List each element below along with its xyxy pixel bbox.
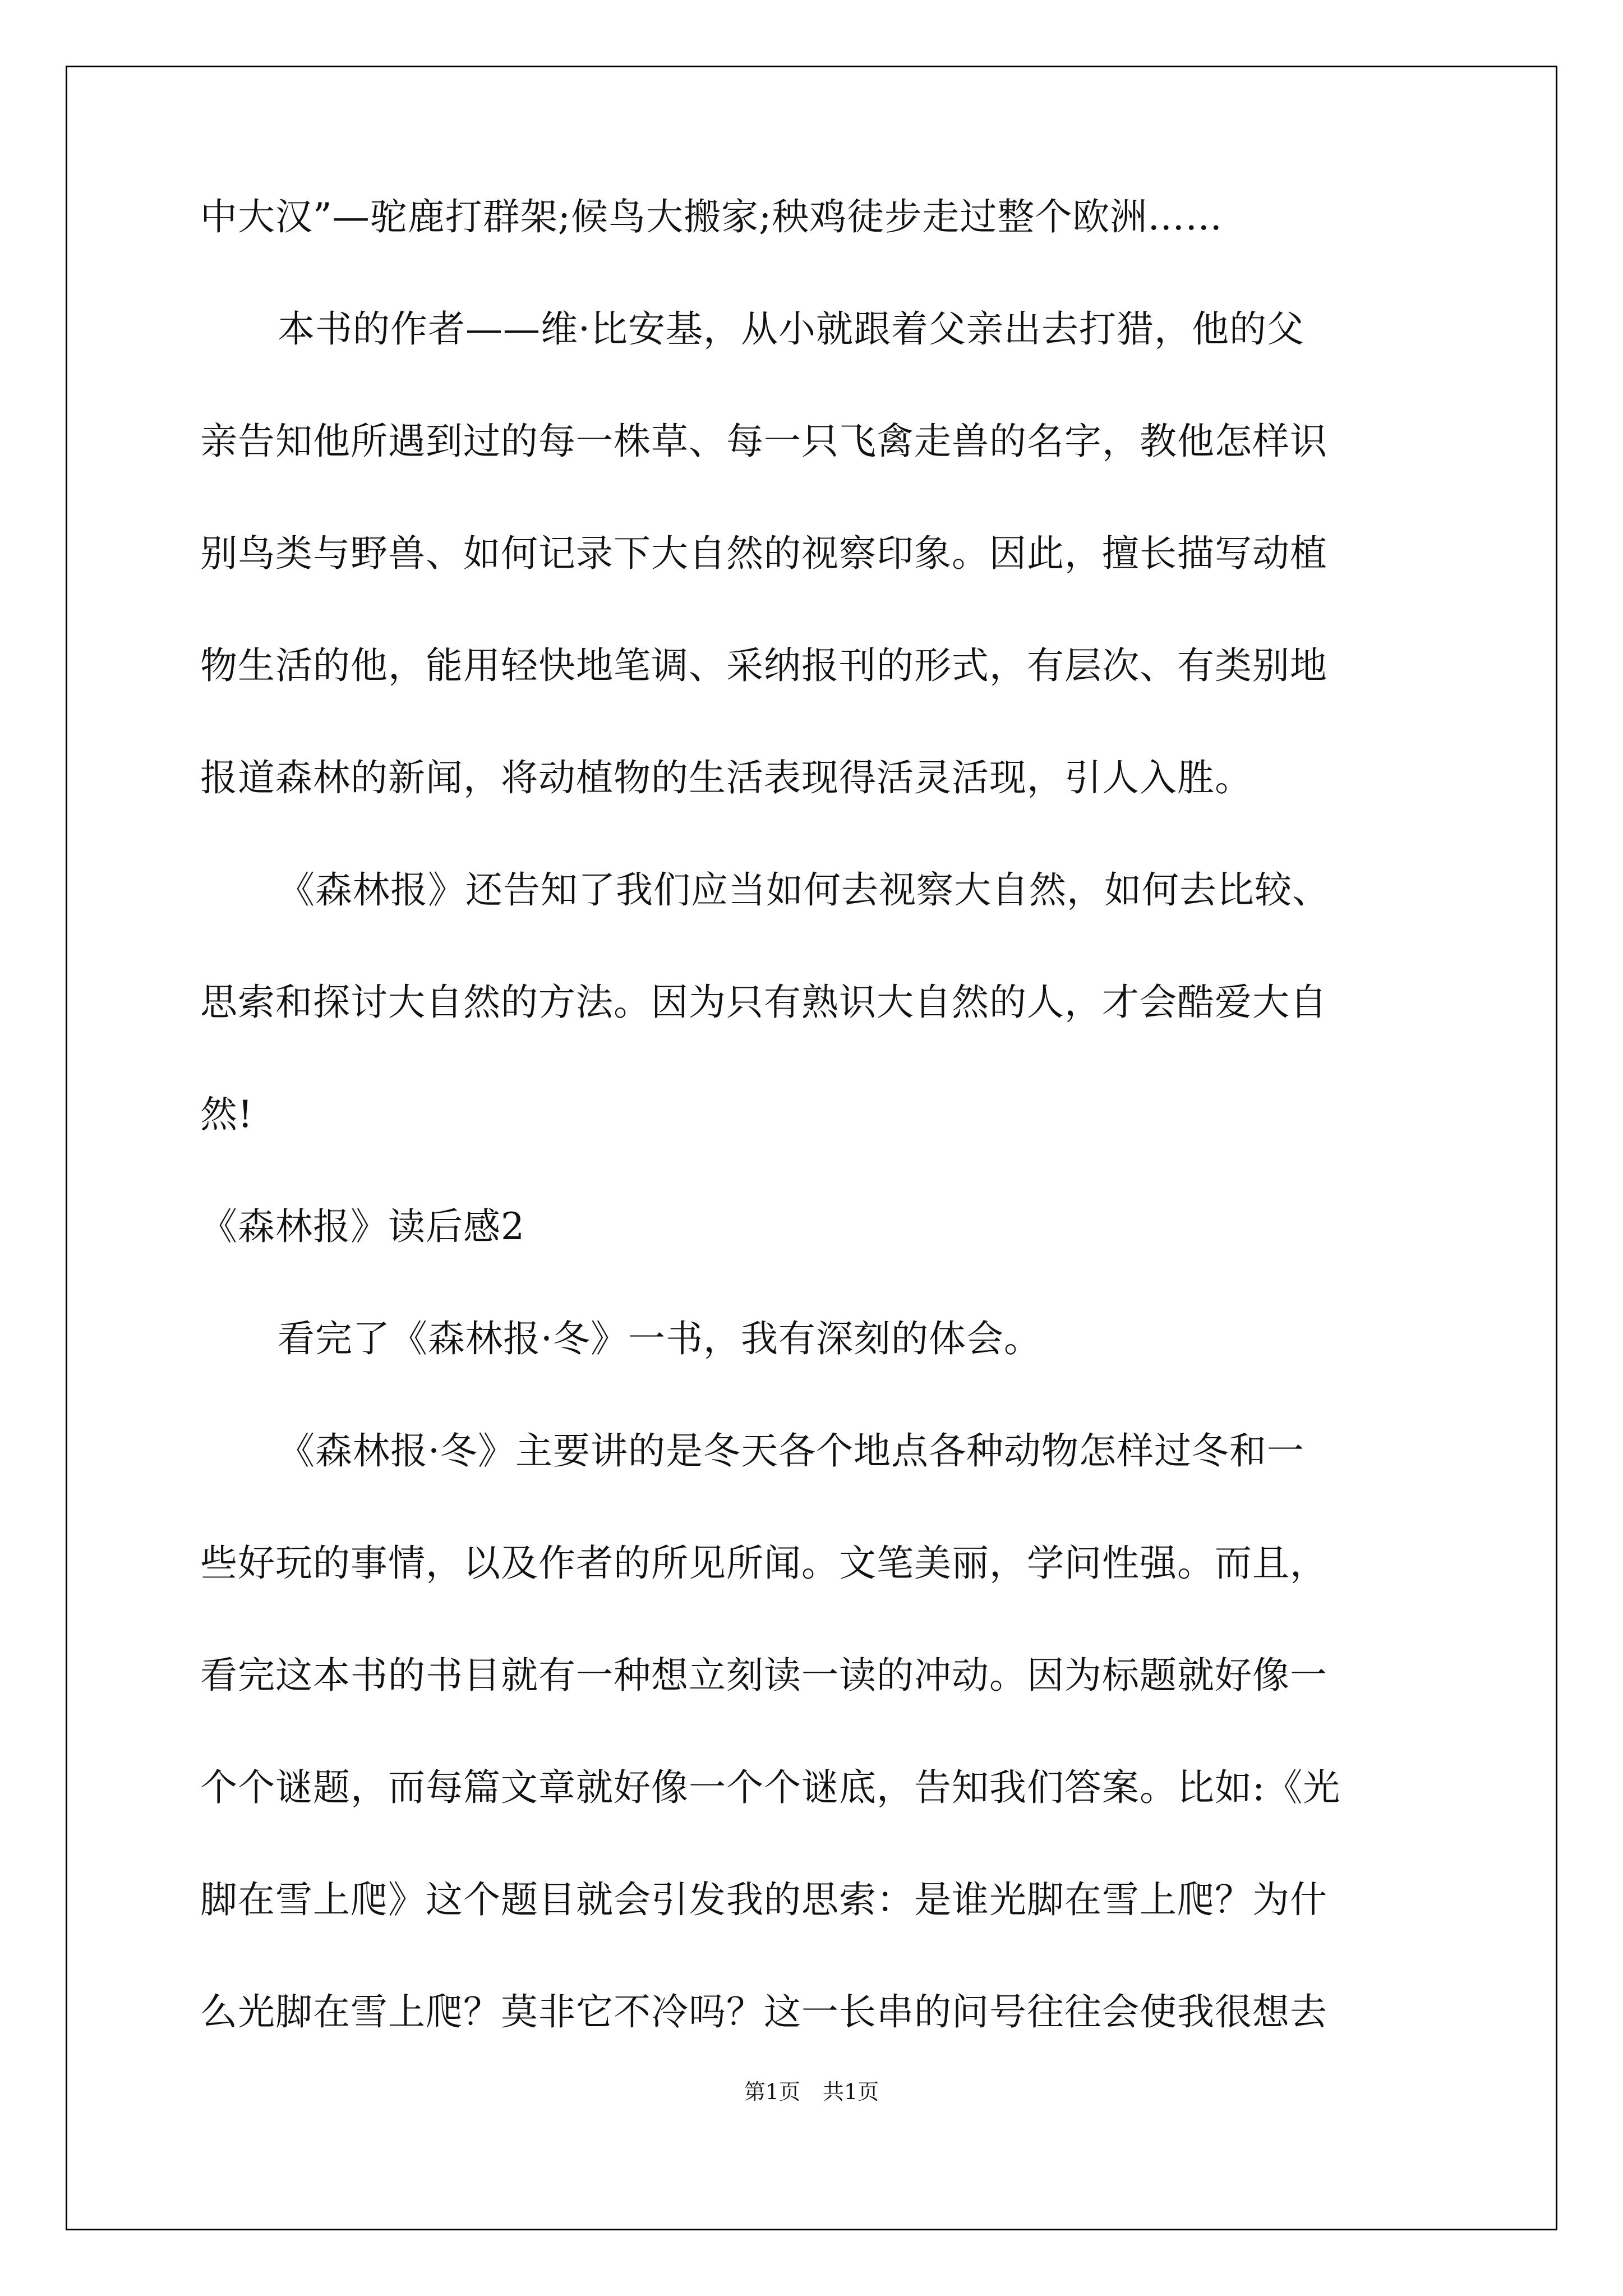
- text-line: 看完了《森林报·冬》一书，我有深刻的体会。: [278, 1317, 1041, 1360]
- text-line: 看完这本书的书目就有一种想立刻读一读的冲动。因为标题就好像一: [200, 1654, 1327, 1697]
- text-line: 物生活的他，能用轻快地笔调、采纳报刊的形式，有层次、有类别地: [200, 644, 1327, 687]
- text-line: 本书的作者——维·比安基，从小就跟着父亲出去打猎，他的父: [278, 307, 1304, 351]
- page-number-total: 共1页: [823, 2079, 879, 2104]
- text-line: 亲告知他所遇到过的每一株草、每一只飞禽走兽的名字，教他怎样识: [200, 420, 1327, 463]
- page-number-current: 第1页: [744, 2079, 800, 2104]
- text-line: 别鸟类与野兽、如何记录下大自然的视察印象。因此，擅长描写动植: [200, 532, 1327, 575]
- text-line: 《森林报·冬》主要讲的是冬天各个地点各种动物怎样过冬和一: [278, 1429, 1304, 1473]
- text-line: 中大汉”—驼鹿打群架;候鸟大搬家;秧鸡徒步走过整个欧洲……: [200, 195, 1223, 238]
- text-line: 脚在雪上爬》这个题目就会引发我的思索：是谁光脚在雪上爬？为什: [200, 1878, 1327, 1921]
- text-line: 些好玩的事情，以及作者的所见所闻。文笔美丽，学问性强。而且，: [200, 1542, 1327, 1585]
- text-line: 《森林报》还告知了我们应当如何去视察大自然，如何去比较、: [278, 868, 1330, 912]
- text-line: 么光脚在雪上爬？莫非它不冷吗？这一长串的问号往往会使我很想去: [200, 1990, 1327, 2033]
- text-line: 思索和探讨大自然的方法。因为只有熟识大自然的人，才会酷爱大自: [200, 981, 1327, 1024]
- text-line: 报道森林的新闻，将动植物的生活表现得活灵活现，引人入胜。: [200, 756, 1252, 799]
- text-line: 然!: [200, 1093, 253, 1136]
- page-footer: [0, 2078, 1623, 2106]
- section-heading: 《森林报》读后感2: [200, 1205, 525, 1248]
- text-line: 个个谜题，而每篇文章就好像一个个谜底，告知我们答案。比如:《光: [200, 1766, 1341, 1809]
